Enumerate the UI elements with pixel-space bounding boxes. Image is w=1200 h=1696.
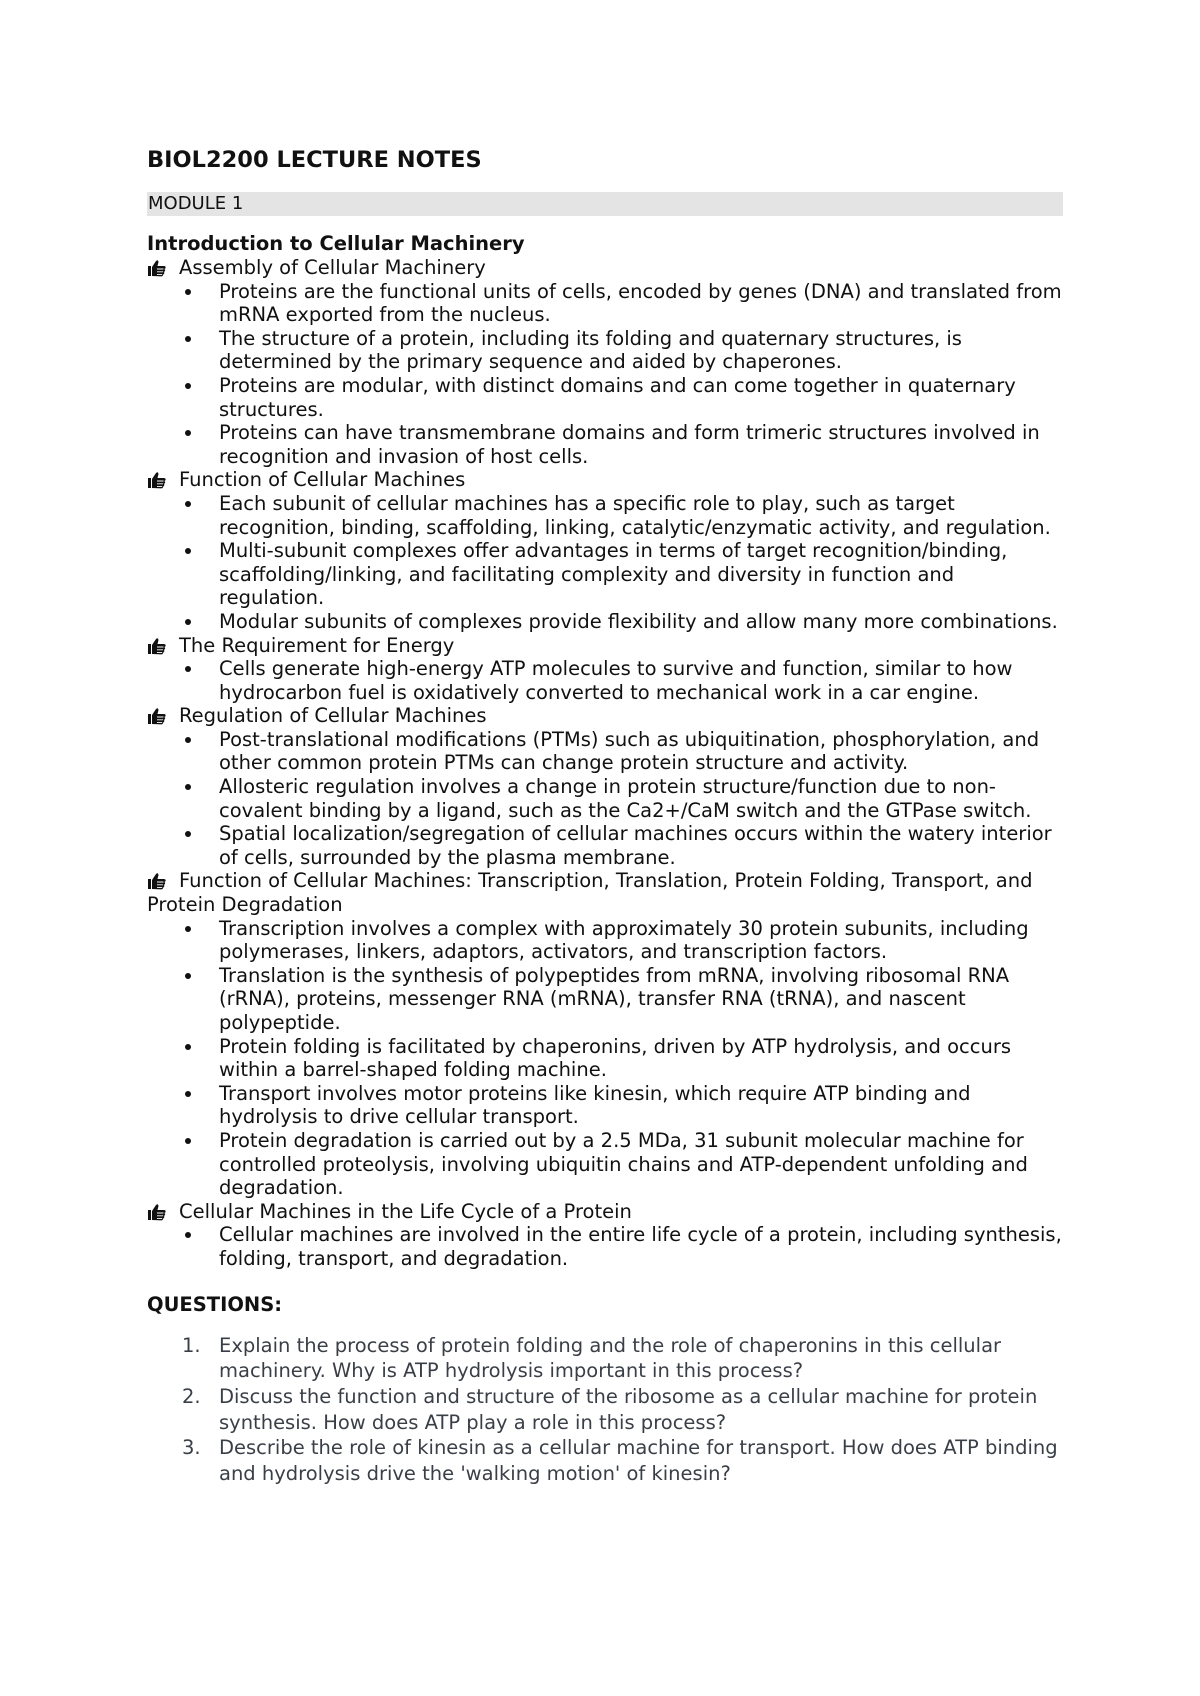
topic-item	[147, 704, 1063, 869]
question-number: 2.	[182, 1384, 201, 1408]
bullet-text: Post-translational modifications (PTMs) such as ubiquitination, phosphorylation, and other common protein PTMs can change protein structure and activity.	[219, 727, 1040, 775]
bullet-item	[147, 822, 1063, 869]
bullet-text: Each subunit of cellular machines has a specific role to play, such as target recognition, binding, scaffolding, linking, catalytic/enzymatic activity, and regulation.	[219, 491, 1051, 539]
bullet-list	[147, 492, 1063, 634]
bullet-text: Spatial localization/segregation of cellular machines occurs within the watery interior of cells, surrounded by the plasma membrane.	[219, 822, 1052, 869]
bullet-dot-icon	[185, 737, 191, 743]
bullet-text: Translation is the synthesis of polypeptides from mRNA, involving ribosomal RNA (rRNA), proteins, messenger RNA (mRNA), transfer RNA (tRNA), and nascent polypeptide.	[219, 963, 1010, 1034]
question-item	[147, 1384, 1063, 1435]
topic-heading-label: Assembly of Cellular Machinery	[179, 256, 486, 279]
topic-heading	[147, 468, 1063, 492]
bullet-text: Proteins are modular, with distinct domains and can come together in quaternary structures.	[219, 373, 1016, 421]
topic-heading-label: Regulation of Cellular Machines	[179, 704, 487, 728]
section-title: Introduction to Cellular Machinery	[147, 232, 525, 255]
bullet-item	[147, 775, 1063, 822]
topic-heading	[147, 634, 1063, 658]
pointing-hand-icon	[147, 259, 167, 277]
bullet-item	[147, 728, 1063, 775]
topic-item	[147, 869, 1063, 1199]
bullet-dot-icon	[185, 784, 191, 790]
topic-heading	[147, 869, 1063, 916]
question-text: Explain the process of protein folding and the role of chaperonins in this cellular machinery. Why is ATP hydrolysis important in this process?	[219, 1333, 1002, 1383]
bullet-text: Proteins are the functional units of cells, encoded by genes (DNA) and translated from mRNA exported from the nucleus.	[219, 279, 1062, 327]
bullet-item	[147, 1082, 1063, 1129]
bullet-text: Modular subunits of complexes provide flexibility and allow many more combinations.	[219, 609, 1058, 633]
document-title: BIOL2200 LECTURE NOTES	[147, 147, 482, 173]
bullet-dot-icon	[185, 430, 191, 436]
bullet-dot-icon	[185, 1044, 191, 1050]
topic-heading	[147, 256, 1063, 280]
bullet-dot-icon	[185, 1232, 191, 1238]
bullet-text: Protein degradation is carried out by a 2.5 MDa, 31 subunit molecular machine for controlled proteolysis, involving ubiquitin chains and ATP-dependent unfolding and degradation.	[219, 1128, 1028, 1200]
pointing-hand-icon	[147, 872, 167, 890]
topic-heading-label: Function of Cellular Machines: Transcription, Translation, Protein Folding, Transport, and Protein Degradation	[147, 869, 1033, 917]
bullet-dot-icon	[185, 831, 191, 837]
bullet-list	[147, 728, 1063, 870]
topic-item	[147, 1200, 1063, 1271]
question-number: 1.	[182, 1333, 201, 1357]
pointing-hand-icon	[147, 1203, 167, 1221]
bullet-item	[147, 327, 1063, 374]
pointing-hand-icon	[147, 637, 167, 655]
bullet-item	[147, 964, 1063, 1035]
module-heading: MODULE 1	[147, 192, 1063, 216]
question-text: Discuss the function and structure of the ribosome as a cellular machine for protein synthesis. How does ATP play a role in this process?	[219, 1384, 1038, 1434]
question-item	[147, 1333, 1063, 1384]
question-text: Describe the role of kinesin as a cellular machine for transport. How does ATP binding and hydrolysis drive the 'walking motion' of kinesin?	[219, 1436, 1058, 1486]
topic-heading-label: Function of Cellular Machines	[179, 468, 466, 492]
bullet-dot-icon	[185, 1091, 191, 1097]
bullet-text: The structure of a protein, including its folding and quaternary structures, is determined by the primary sequence and aided by chaperones.	[219, 326, 962, 374]
bullet-dot-icon	[185, 619, 191, 625]
bullet-item	[147, 1129, 1063, 1200]
questions-title: QUESTIONS:	[147, 1292, 283, 1316]
bullet-item	[147, 610, 1063, 634]
bullet-dot-icon	[185, 666, 191, 672]
bullet-dot-icon	[185, 289, 191, 295]
bullet-item	[147, 539, 1063, 610]
bullet-text: Protein folding is facilitated by chaperonins, driven by ATP hydrolysis, and occurs within a barrel-shaped folding machine.	[219, 1034, 1012, 1082]
bullet-list	[147, 280, 1063, 469]
bullet-dot-icon	[185, 973, 191, 979]
bullet-text: Allosteric regulation involves a change in protein structure/function due to non-covalent binding by a ligand, such as the Ca2+/CaM switch and the GTPase switch.	[219, 775, 1032, 822]
bullet-item	[147, 374, 1063, 421]
bullet-dot-icon	[185, 383, 191, 389]
bullet-list	[147, 657, 1063, 704]
bullet-item	[147, 280, 1063, 327]
bullet-text: Cells generate high-energy ATP molecules to survive and function, similar to how hydrocarbon fuel is oxidatively converted to mechanical work in a car engine.	[219, 657, 1013, 704]
bullet-item	[147, 492, 1063, 539]
bullet-item	[147, 1223, 1063, 1270]
bullet-list	[147, 1223, 1063, 1270]
topic-heading-label: Cellular Machines in the Life Cycle of a Protein	[179, 1199, 632, 1223]
topic-heading-label: The Requirement for Energy	[179, 633, 455, 657]
topic-heading	[147, 704, 1063, 728]
bullet-list	[147, 917, 1063, 1200]
question-list	[147, 1333, 1063, 1487]
bullet-dot-icon	[185, 1138, 191, 1144]
bullet-item	[147, 1035, 1063, 1082]
topic-list	[147, 256, 1063, 1271]
bullet-text: Transport involves motor proteins like kinesin, which require ATP binding and hydrolysis to drive cellular transport.	[219, 1081, 971, 1129]
bullet-text: Multi-subunit complexes offer advantages in terms of target recognition/binding, scaffolding/linking, and facilitating complexity and diversity in function and regulation.	[219, 539, 1008, 610]
topic-item	[147, 468, 1063, 633]
topic-item	[147, 256, 1063, 468]
topic-item	[147, 634, 1063, 705]
bullet-text: Proteins can have transmembrane domains and form trimeric structures involved in recognition and invasion of host cells.	[219, 421, 1040, 468]
bullet-item	[147, 657, 1063, 704]
bullet-text: Transcription involves a complex with approximately 30 protein subunits, including polymerases, linkers, adaptors, activators, and transcription factors.	[219, 916, 1029, 964]
question-item	[147, 1435, 1063, 1486]
bullet-dot-icon	[185, 336, 191, 342]
question-number: 3.	[182, 1436, 201, 1460]
bullet-dot-icon	[185, 501, 191, 507]
bullet-dot-icon	[185, 926, 191, 932]
pointing-hand-icon	[147, 471, 167, 489]
pointing-hand-icon	[147, 707, 167, 725]
bullet-item	[147, 917, 1063, 964]
bullet-text: Cellular machines are involved in the entire life cycle of a protein, including synthesis, folding, transport, and degradation.	[219, 1223, 1062, 1270]
document-content	[147, 144, 1063, 1487]
bullet-dot-icon	[185, 548, 191, 554]
bullet-item	[147, 421, 1063, 468]
topic-heading	[147, 1200, 1063, 1224]
